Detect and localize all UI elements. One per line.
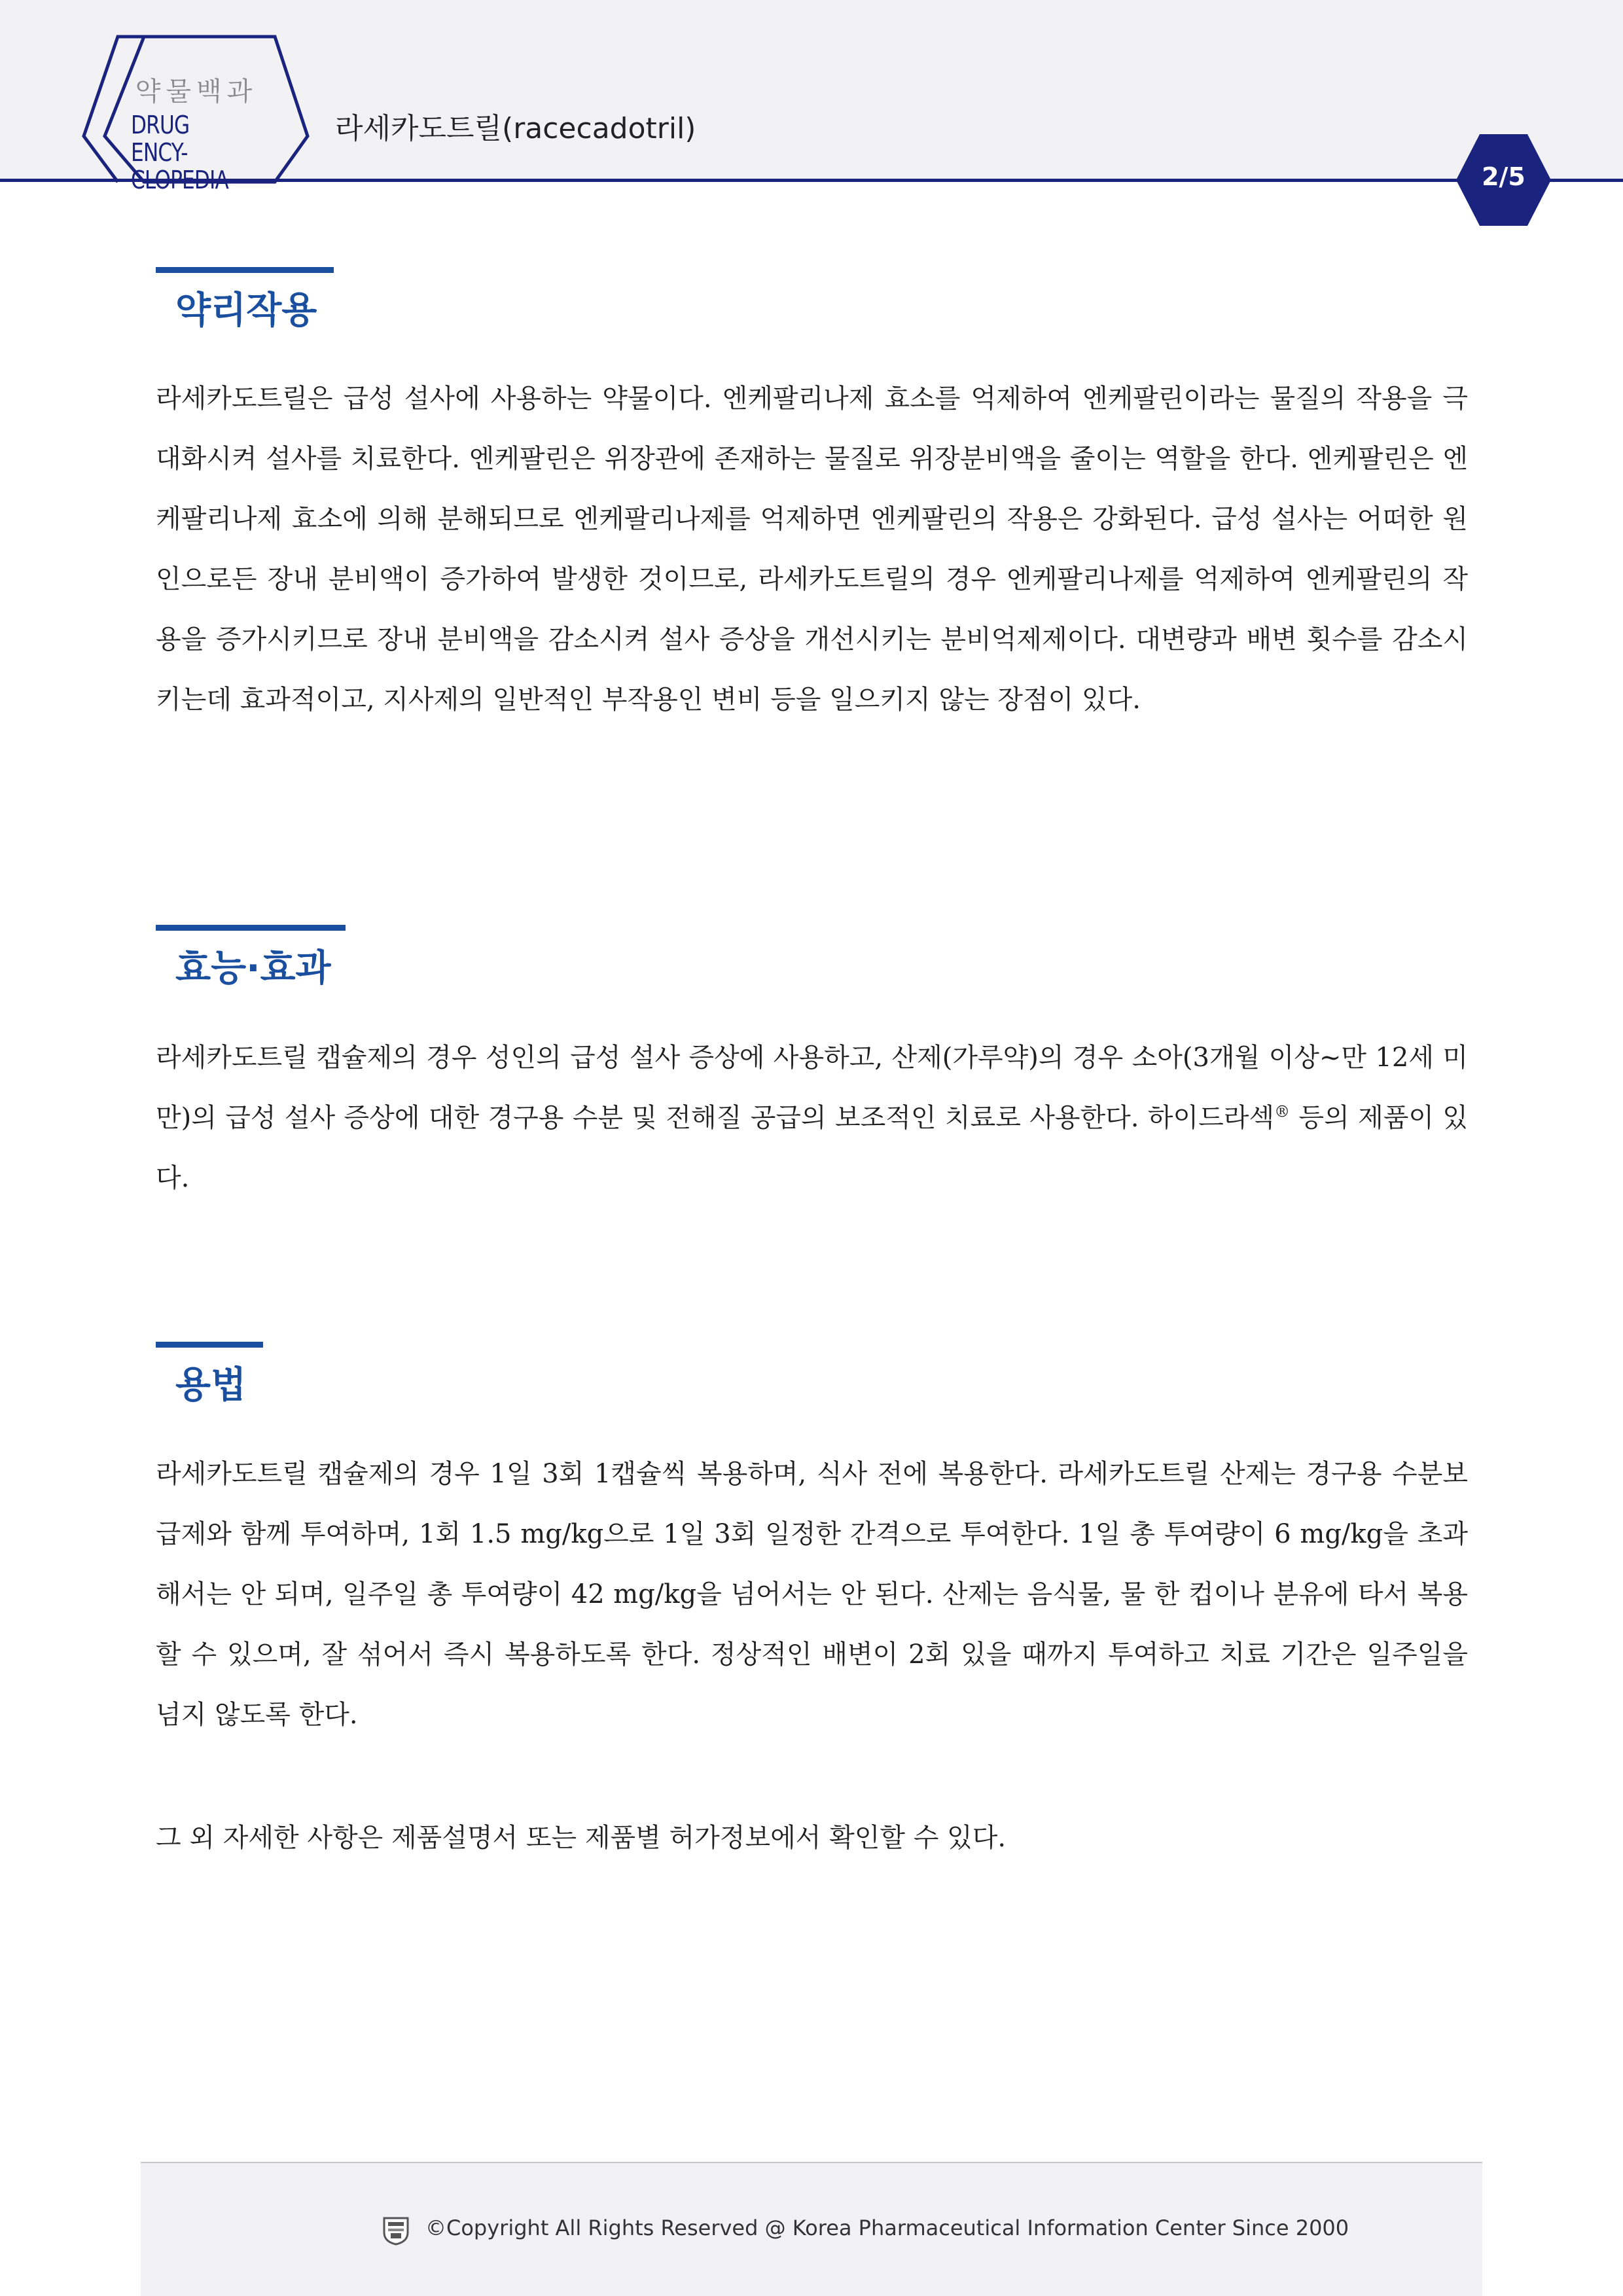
section-bar — [156, 1342, 263, 1348]
document-title: 라세카도트릴(racecadotril) — [335, 112, 696, 145]
dosage-paragraph: 라세카도트릴 캡슐제의 경우 1일 3회 1캡슐씩 복용하며, 식사 전에 복용한다. 라세카도트릴 산제는 경구용 수분보급제와 함께 투여하며, 1회 1.5 mg/kg으로 1일 3회 일정한 간격으로 투여한다. 1일 총 투여량이 6 mg/kg을 초과해서는 안 되며, 일주일 총 투여량이 42 mg/kg을 넘어서는 안 된다. 산제는 음식물, 물 한 컵이나 분유에 타서 복용할 수 있으며, 잘 섞어서 즉시 복용하도록 한다. 정상적인 배변이 2회 있을 때까지 투여하고 치료 기간은 일주일을 넘지 않도록 한다. — [156, 1459, 1468, 1730]
additional-info-paragraph: 그 외 자세한 사항은 제품설명서 또는 제품별 허가정보에서 확인할 수 있다. — [156, 1823, 1007, 1853]
section-title-efficacy: 효능·효과 — [175, 947, 331, 990]
kpic-emblem-icon — [382, 2215, 410, 2246]
efficacy-paragraph — [156, 1028, 1468, 1208]
section-title-pharmacology: 약리작용 — [175, 289, 317, 332]
pharmacology-paragraph: 라세카도트릴은 급성 설사에 사용하는 약물이다. 엔케팔리나제 효소를 억제하여 엔케팔린이라는 물질의 작용을 극대화시켜 설사를 치료한다. 엔케팔린은 위장관에 존재하는 물질로 위장분비액을 줄이는 역할을 한다. 엔케팔린은 엔케팔리나제 효소에 의해 분해되므로 엔케팔리나제를 억제하면 엔케팔린의 작용은 강화된다. 급성 설사는 어떠한 원인으로든 장내 분비액이 증가하여 발생한 것이므로, 라세카도트릴의 경우 엔케팔리나제를 억제하여 엔케팔린의 작용을 증가시키므로 장내 분비액을 감소시켜 설사 증상을 개선시키는 분비억제제이다. 대변량과 배변 횟수를 감소시키는데 효과적이고, 지사제의 일반적인 부작용인 변비 등을 일으키지 않는 장점이 있다. — [156, 384, 1468, 715]
footer-copyright: ©Copyright All Rights Reserved @ Korea Pharmaceutical Information Center Since 2000 — [425, 2215, 1349, 2240]
page-indicator: 2/5 — [1482, 162, 1525, 191]
efficacy-text-tail: 등의 제품이 있다. — [156, 1103, 1469, 1193]
logo-korean: 약물백과 — [135, 77, 258, 107]
section-title-dosage: 용법 — [175, 1364, 247, 1407]
section-bar — [156, 267, 334, 273]
registered-mark: ® — [1274, 1102, 1291, 1121]
logo-english: DRUG ENCY-CLOPEDIA — [131, 111, 228, 194]
section-bar — [156, 925, 346, 931]
efficacy-text: 라세카도트릴 캡슐제의 경우 성인의 급성 설사 증상에 사용하고, 산제(가루약)의 경우 소아(3개월 이상~만 12세 미만)의 급성 설사 증상에 대한 경구용 수분 및 전해질 공급의 보조적인 치료로 사용한다. 하이드라섹 — [156, 1043, 1468, 1133]
